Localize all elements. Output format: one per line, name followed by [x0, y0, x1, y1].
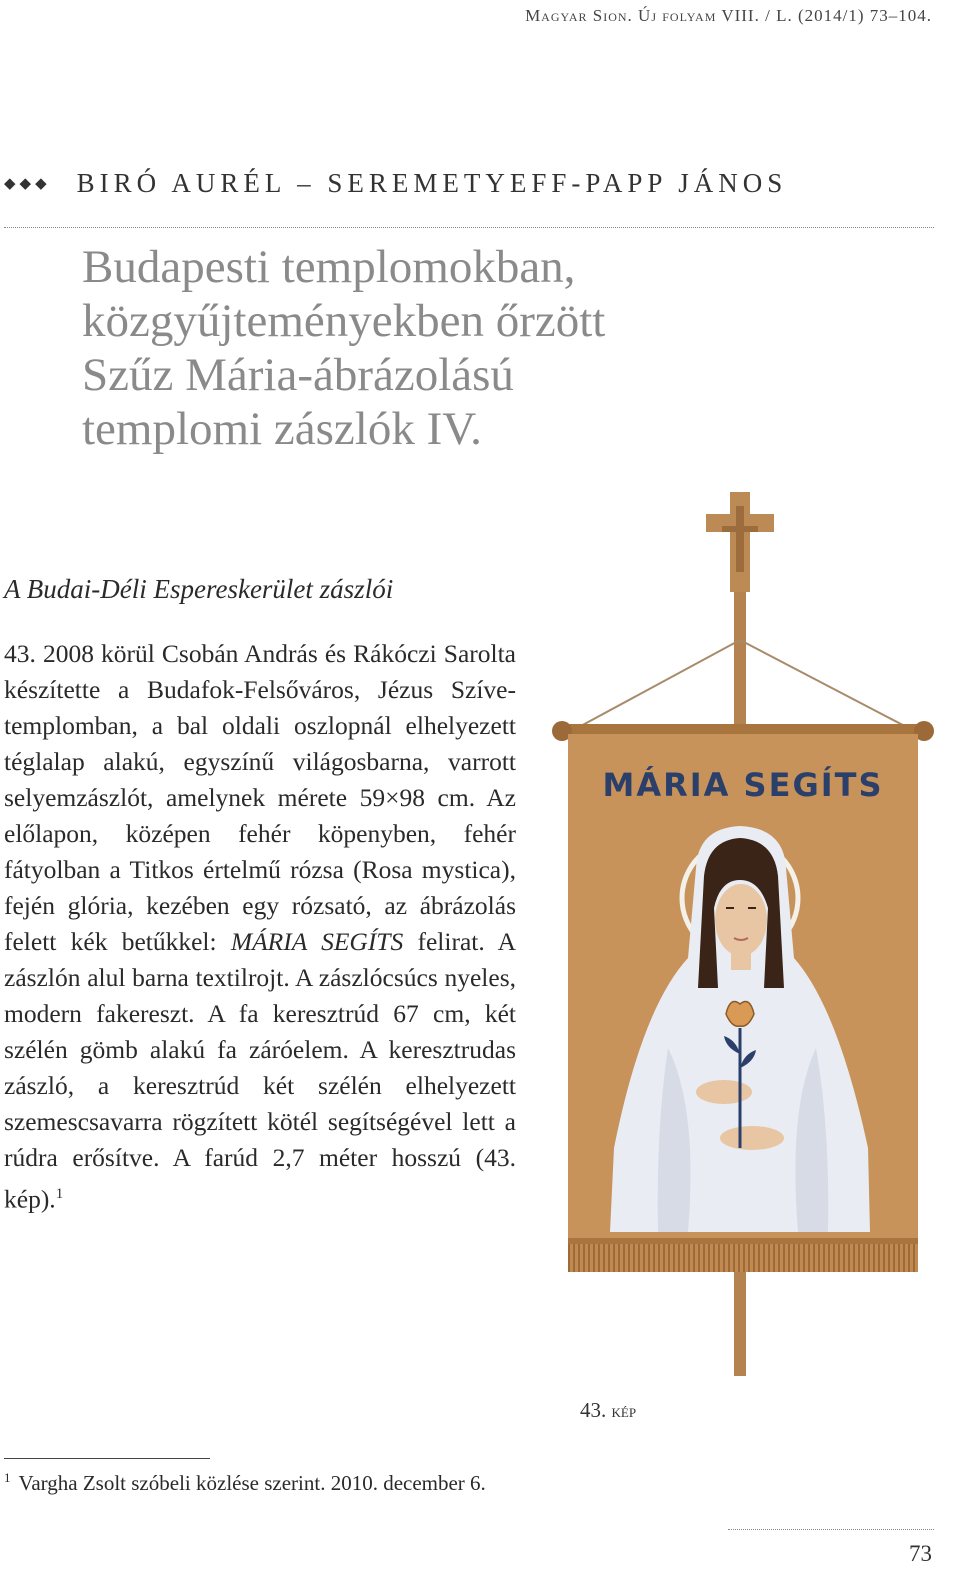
emphasis-inscription: MÁRIA SEGÍTS — [230, 927, 404, 956]
article-title — [82, 240, 702, 456]
face — [715, 884, 767, 956]
paragraph-text: felirat. A zászlón alul barna textilrojt. A zászlócsúcs nyeles, modern fakereszt. A fa keresztrúd 67 cm, két szélén gömb alakú fa záróelem. A keresztrudas zászló, a keresztrúd két szélén elhelyezett szemescsavarra rögzített kötél segítségével lett a rúdra erősítve. A farúd 2,7 méter hosszú (43. kép). — [4, 927, 516, 1214]
title-line: közgyűjteményekben őrzött — [82, 295, 606, 347]
author-names: BIRÓ AURÉL – SEREMETYEFF-PAPP JÁNOS — [76, 168, 788, 198]
footnote-divider — [4, 1458, 210, 1459]
page-number-divider — [728, 1529, 934, 1530]
page-number: 73 — [909, 1541, 932, 1566]
hand-lower — [720, 1126, 784, 1150]
footnote-reference: 1 — [55, 1186, 64, 1202]
hand-upper — [696, 1080, 752, 1104]
caption-label: kép — [611, 1401, 637, 1421]
header-divider — [4, 227, 934, 228]
cross-finial-icon — [706, 492, 774, 592]
title-line: Budapesti templomokban, — [82, 241, 576, 293]
rope-left — [566, 640, 740, 734]
paragraph-text: 43. 2008 körül Csobán András és Rákóczi Sarolta készítette a Budafok-Felsőváros, Jézus Szíve-templomban, a bal oldali oszlopnál elhelyezett téglalap alakú, egyszínű világosbarna, varrott selyemzászlót, amelynek mérete 59×98 cm. Az előlapon, középen fehér köpenyben, fehér fátyolban a Titkos értelmű rózsa (Rosa mystica), fején glória, kezében egy rózsató, az ábrázolás felett kék betűkkel: — [4, 639, 516, 956]
crossbar — [562, 724, 924, 734]
caption-number: 43. — [580, 1398, 607, 1422]
section-heading: A Budai-Déli Espereskerület zászlói — [4, 574, 394, 604]
title-line: Szűz Mária-ábrázolású — [82, 349, 514, 401]
article-authors-line — [4, 168, 936, 199]
title-line: templomi zászlók IV. — [82, 403, 482, 455]
banner-fringe — [568, 1238, 918, 1272]
banner-figure — [548, 488, 952, 1376]
banner-lettering: MÁRIA SEGÍTS — [602, 766, 884, 804]
journal-header: Magyar Sion. Új folyam VIII. / L. (2014/1) 73–104. — [525, 6, 932, 25]
body-paragraph — [4, 636, 516, 1218]
rope-right — [740, 640, 920, 734]
footnote — [4, 1470, 486, 1496]
footnote-text: Vargha Zsolt szóbeli közlése szerint. 2010. december 6. — [18, 1471, 486, 1495]
ornament-diamonds: ◆◆◆ — [4, 176, 51, 192]
figure-caption — [580, 1398, 636, 1423]
footnote-number: 1 — [4, 1470, 11, 1485]
